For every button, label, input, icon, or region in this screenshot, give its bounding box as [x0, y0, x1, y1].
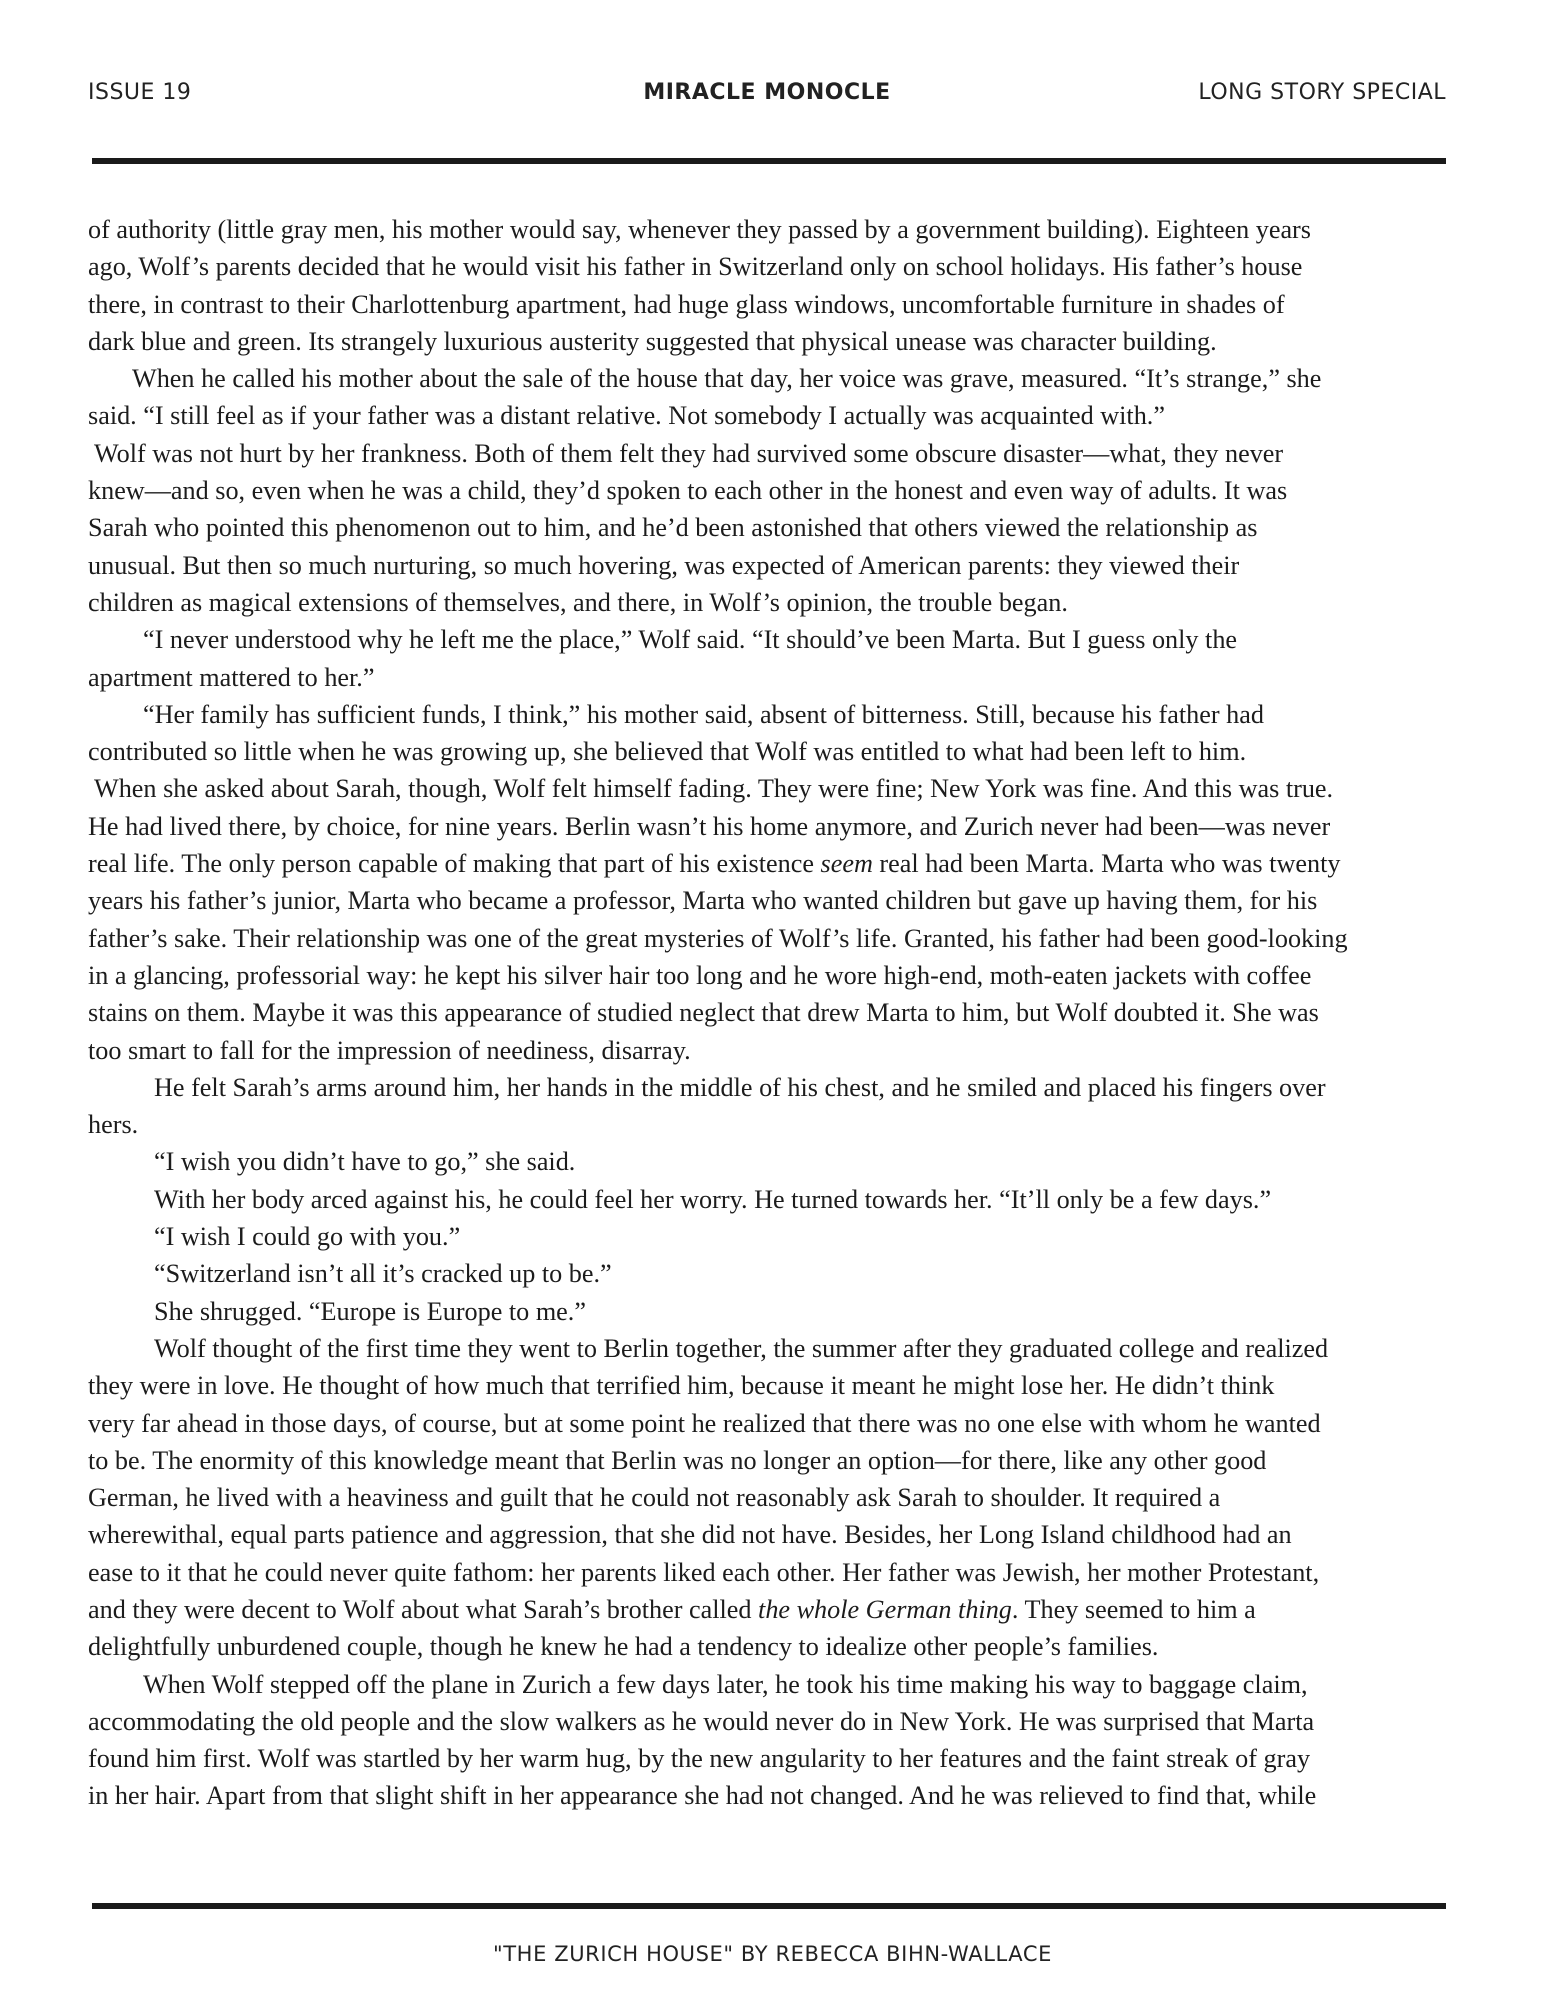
text-line: She shrugged. “Europe is Europe to me.” — [154, 1296, 586, 1326]
text-line: found him first. Wolf was startled by her warm hug, by the new angularity to her features and the faint streak of gray — [88, 1744, 1311, 1774]
text-line: knew—and so, even when he was a child, they’d spoken to each other in the honest and even way of adults. It was — [88, 476, 1288, 506]
text-line: stains on them. Maybe it was this appearance of studied neglect that drew Marta to him, but Wolf doubted it. She was — [88, 998, 1319, 1028]
text-line: accommodating the old people and the slow walkers as he would never do in New York. He was surprised that Marta — [88, 1706, 1315, 1736]
page-header — [88, 80, 1446, 120]
text-line: contributed so little when he was growing up, she believed that Wolf was entitled to what had been left to him. — [88, 737, 1247, 767]
text-line — [88, 845, 1498, 882]
text-line: “I wish I could go with you.” — [154, 1222, 461, 1252]
text-line: very far ahead in those days, of course, but at some point he realized that there was no one else with whom he wanted — [88, 1408, 1321, 1438]
text-line: When she asked about Sarah, though, Wolf felt himself fading. They were fine; New York was fine. And this was true. — [94, 774, 1334, 804]
story-credit: "THE ZURICH HOUSE" BY REBECCA BIHN-WALLACE — [493, 1942, 1052, 1966]
text-line: He felt Sarah’s arms around him, her hands in the middle of his chest, and he smiled and placed his fingers over — [154, 1072, 1326, 1102]
text-line: German, he lived with a heaviness and guilt that he could not reasonably ask Sarah to shoulder. It required a — [88, 1483, 1221, 1513]
header-divider — [92, 158, 1446, 164]
text-line: hers. — [88, 1110, 139, 1140]
italic-emphasis: seem — [820, 849, 873, 879]
text-line: father’s sake. Their relationship was one of the great mysteries of Wolf’s life. Granted, his father had been good-looking — [88, 923, 1348, 953]
text-line: “I wish you didn’t have to go,” she said. — [154, 1147, 576, 1177]
text-line: Wolf thought of the first time they went to Berlin together, the summer after they graduated college and realized — [154, 1333, 1329, 1363]
text-line: they were in love. He thought of how much that terrified him, because it meant he might lose her. He didn’t think — [88, 1371, 1275, 1401]
text-line: ago, Wolf’s parents decided that he would visit his father in Switzerland only on school holidays. His father’s house — [88, 252, 1303, 282]
text-segment: and they were decent to Wolf about what Sarah’s brother called — [88, 1594, 759, 1624]
text-line: Sarah who pointed this phenomenon out to him, and he’d been astonished that others viewed the relationship as — [88, 513, 1258, 543]
text-line — [88, 1591, 1498, 1628]
section-label: LONG STORY SPECIAL — [1198, 80, 1446, 105]
text-line: ease to it that he could never quite fathom: her parents liked each other. Her father was Jewish, her mother Protestant, — [88, 1557, 1320, 1587]
text-line: “I never understood why he left me the place,” Wolf said. “It should’ve been Marta. But I guess only the — [143, 625, 1238, 655]
footer-divider — [92, 1903, 1446, 1909]
text-line: apartment mattered to her.” — [88, 662, 375, 692]
text-line: there, in contrast to their Charlottenburg apartment, had huge glass windows, uncomfortable furniture in shades of — [88, 289, 1285, 319]
text-line: years his father’s junior, Marta who became a professor, Marta who wanted children but gave up having them, for his — [88, 886, 1318, 916]
text-line: said. “I still feel as if your father was a distant relative. Not somebody I actually was acquainted with.” — [88, 401, 1165, 431]
text-line: too smart to fall for the impression of neediness, disarray. — [88, 1035, 691, 1065]
text-segment: real had been Marta. Marta who was twenty — [872, 849, 1341, 879]
text-line: in a glancing, professorial way: he kept his silver hair too long and he wore high-end, moth-eaten jackets with coffee — [88, 960, 1312, 990]
magazine-title: MIRACLE MONOCLE — [643, 80, 891, 105]
text-line: in her hair. Apart from that slight shift in her appearance she had not changed. And he was relieved to find that, while — [88, 1781, 1317, 1811]
text-line: delightfully unburdened couple, though he knew he had a tendency to idealize other people’s families. — [88, 1632, 1159, 1662]
text-line: unusual. But then so much nurturing, so much hovering, was expected of American parents: they viewed their — [88, 550, 1240, 580]
text-line: When Wolf stepped off the plane in Zurich a few days later, he took his time making his way to baggage claim, — [143, 1669, 1308, 1699]
text-line: to be. The enormity of this knowledge meant that Berlin was no longer an option—for there, like any other good — [88, 1445, 1267, 1475]
italic-emphasis: the whole German thing — [758, 1594, 1012, 1624]
text-segment: real life. The only person capable of making that part of his existence — [88, 849, 821, 879]
text-line: “Her family has sufficient funds, I think,” his mother said, absent of bitterness. Still, because his father had — [143, 699, 1264, 729]
text-line: Wolf was not hurt by her frankness. Both of them felt they had survived some obscure disaster—what, they never — [94, 438, 1284, 468]
text-line: “Switzerland isn’t all it’s cracked up to be.” — [154, 1259, 612, 1289]
text-line: of authority (little gray men, his mother would say, whenever they passed by a government building). Eighteen years — [88, 215, 1311, 244]
text-line: wherewithal, equal parts patience and aggression, that she did not have. Besides, her Long Island childhood had an — [88, 1520, 1292, 1550]
text-line: He had lived there, by choice, for nine years. Berlin wasn’t his home anymore, and Zurich never had been—was never — [88, 811, 1331, 841]
issue-number: ISSUE 19 — [88, 80, 192, 105]
text-line: With her body arced against his, he could feel her worry. He turned towards her. “It’ll only be a few days.” — [154, 1184, 1272, 1214]
text-line: When he called his mother about the sale of the house that day, her voice was grave, measured. “It’s strange,” she — [132, 364, 1322, 394]
text-line: children as magical extensions of themselves, and there, in Wolf’s opinion, the trouble began. — [88, 587, 1068, 617]
text-line: dark blue and green. Its strangely luxurious austerity suggested that physical unease was character building. — [88, 326, 1217, 356]
story-body — [88, 211, 1498, 1815]
text-segment: . They seemed to him a — [1011, 1594, 1256, 1624]
